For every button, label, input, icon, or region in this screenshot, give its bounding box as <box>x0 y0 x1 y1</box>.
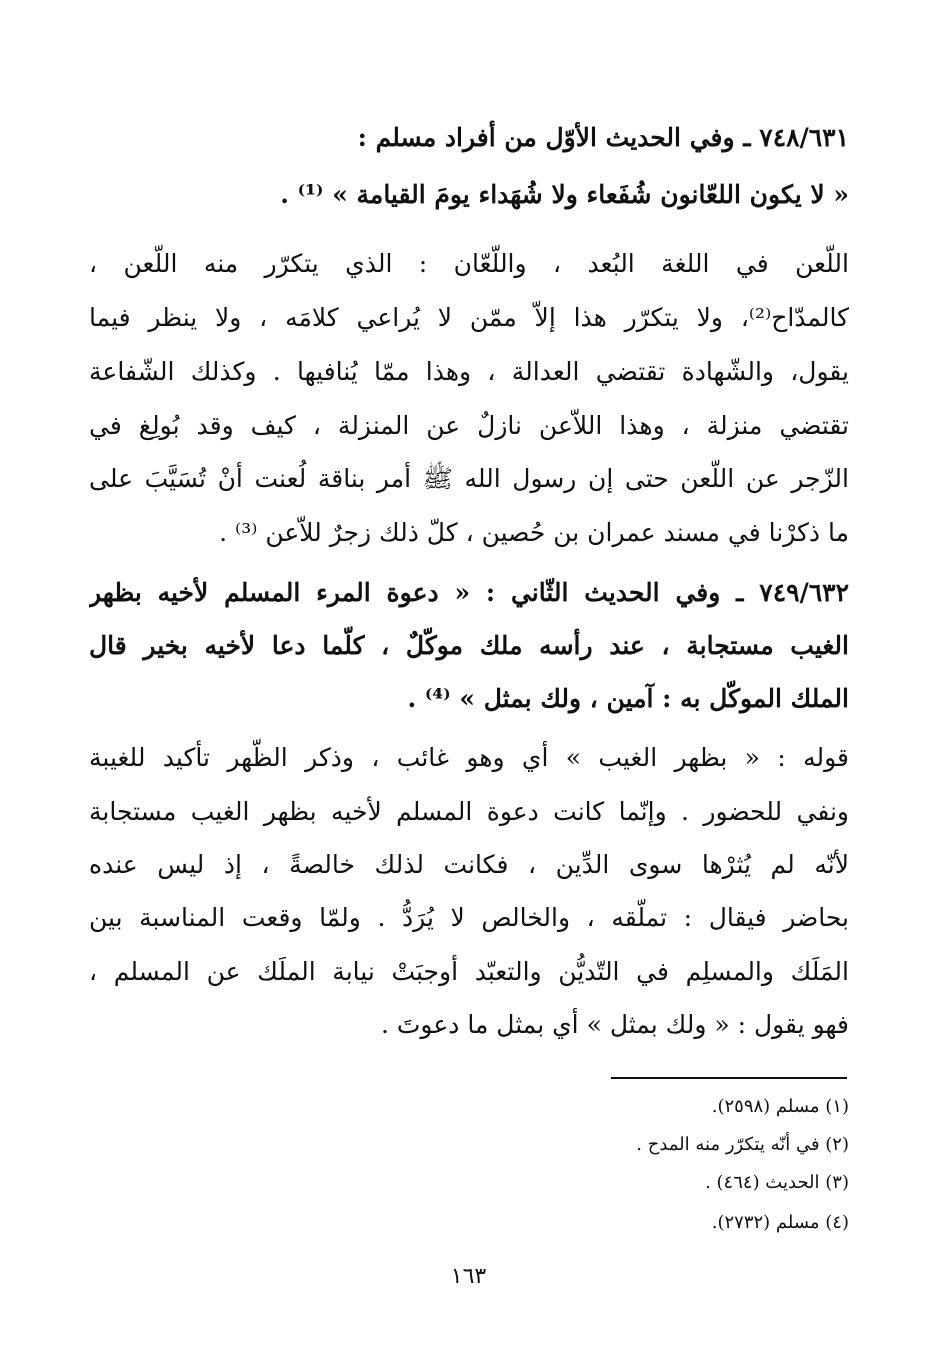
commentary-1-line: اللَّعن في اللغة البُعد ، واللَّعّان : الذي يتكرّر منه اللَّعن ، <box>89 249 849 278</box>
footnote-3: (٣) الحديث (٤٦٤) . <box>705 1172 849 1193</box>
hadith-632-line: الملك الموكّل به : آمين ، ولك بمثل » ⁽⁴⁾ . <box>407 684 849 713</box>
commentary-1-line: تقتضي منزلة ، وهذا اللاّعن نازلٌ عن المنزلة ، كيف وقد بُولِغ في <box>89 411 849 440</box>
commentary-2-line: بحاضر فيقال : تملَّقه ، والخالص لا يُرَدُّ . ولمّا وقعت المناسبة بين <box>89 903 849 932</box>
footnote-4: (٤) مسلم (٢٧٣٢). <box>711 1212 849 1233</box>
commentary-2-line: فهو يقول : « ولك بمثل » أي بمثل ما دعوتَ . <box>380 1010 849 1039</box>
commentary-1-line: يقول، والشّهادة تقتضي العدالة ، وهذا ممّا يُنافيها . وكذلك الشّفاعة <box>89 357 849 386</box>
footnote-2: (٢) في أنّه يتكرّر منه المدح . <box>636 1134 849 1155</box>
hadith-631-heading: ٧٤٨/٦٣١ ـ وفي الحديث الأوّل من أفراد مسلم : <box>357 123 849 152</box>
commentary-2-line: قوله : « بظهر الغيب » أي وهو غائب ، وذكر الظَّهر تأكيد للغيبة <box>89 743 849 772</box>
footnote-divider <box>611 1077 847 1079</box>
hadith-631-quote: « لا يكون اللعّانون شُفَعاء ولا شُهَداء يومَ القيامة » ⁽¹⁾ . <box>280 180 849 209</box>
commentary-1-line: الزّجر عن اللَّعن حتى إن رسول الله ﷺ أمر بناقة لُعنت أنْ تُسَيَّبَ على <box>89 464 849 493</box>
commentary-1-line: كالمدّاح⁽²⁾، ولا يتكرّر هذا إلاّ ممّن لا يُراعي كلامَه ، ولا ينظر فيما <box>89 303 849 332</box>
hadith-632-line: الغيب مستجابة ، عند رأسه ملك موكّلٌ ، كلّما دعا لأخيه بخير قال <box>89 631 849 660</box>
commentary-2-line: ونفي للحضور . وإنّما كانت دعوة المسلم لأخيه بظهر الغيب مستجابة <box>89 797 849 826</box>
page-number: ١٦٣ <box>450 1264 487 1289</box>
hadith-632-line: ٧٤٩/٦٣٢ ـ وفي الحديث الثّاني : « دعوة المرء المسلم لأخيه بظهر <box>89 578 849 607</box>
commentary-1-line: ما ذكرْنا في مسند عمران بن حُصين ، كلّ ذلك زجرٌ للاّعن ⁽³⁾ . <box>219 518 849 547</box>
commentary-2-line: المَلَك والمسلِم في التّديُّن والتعبّد أوجبَتْ نيابة الملَك عن المسلم ، <box>89 957 849 986</box>
commentary-2-line: لأنّه لم يُثرْها سوى الدِّين ، فكانت لذلك خالصةً ، إذ ليس عنده <box>89 850 849 879</box>
footnote-1: (١) مسلم (٢٥٩٨). <box>711 1096 849 1117</box>
